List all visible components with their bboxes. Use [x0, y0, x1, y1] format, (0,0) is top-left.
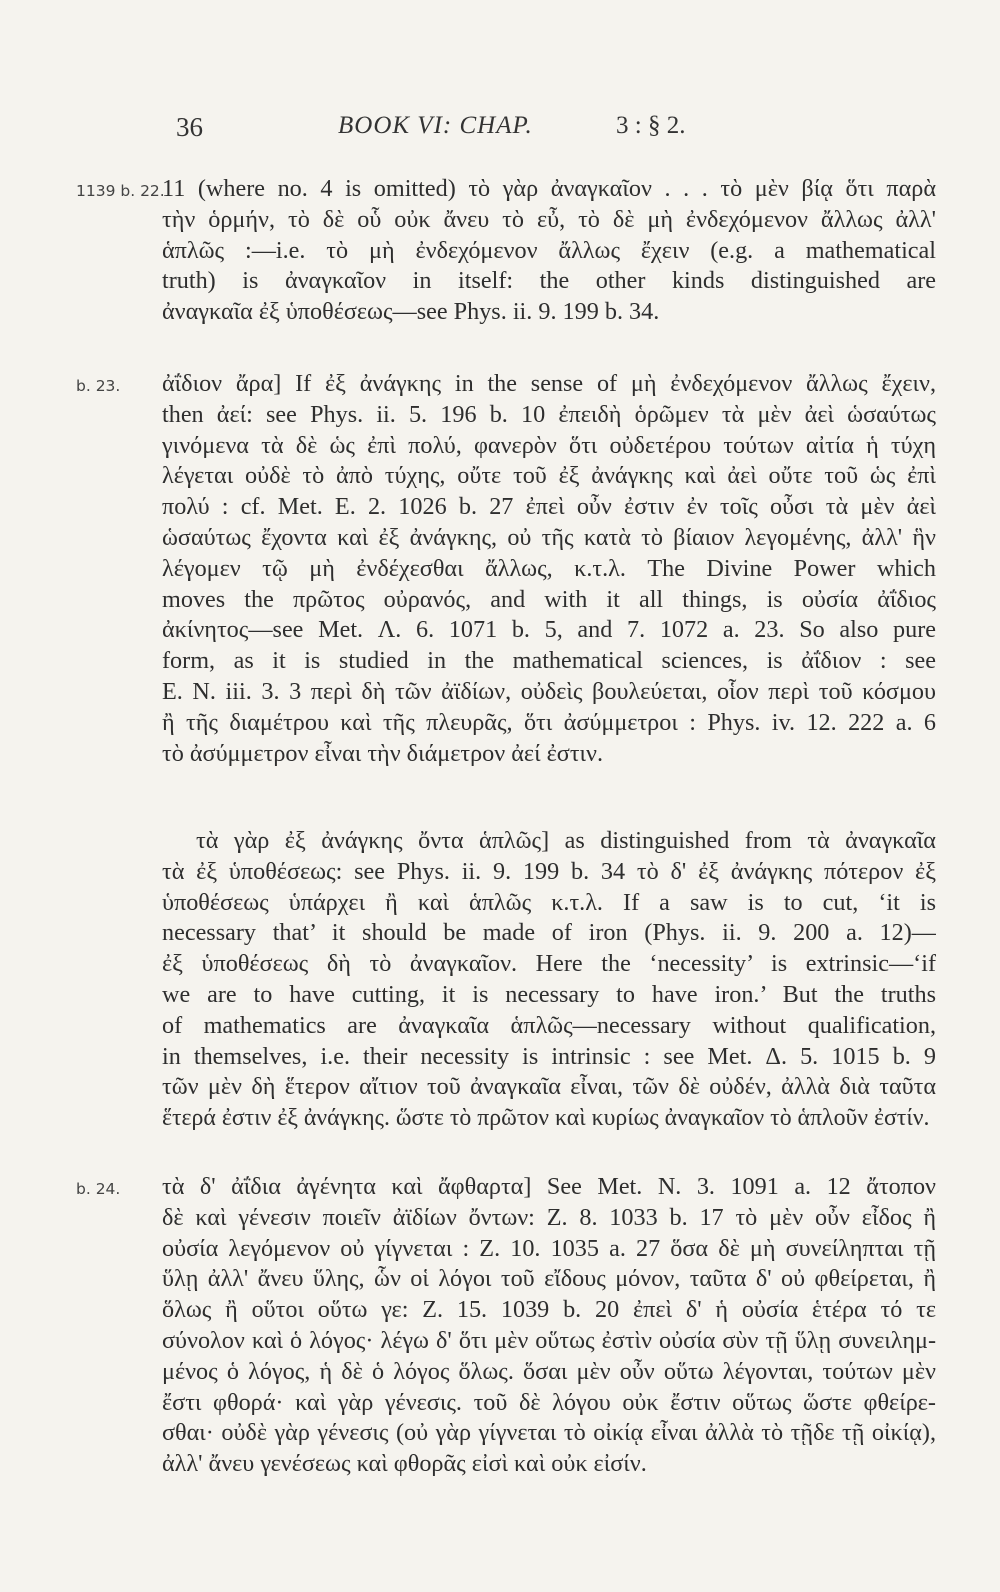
note-line: τὰ δ' ἀΐδια ἀγένητα καὶ ἄφθαρτα] See Met. N. 3. 1091 a. 12 ἄτοπον — [162, 1173, 936, 1200]
commentary-note — [162, 826, 936, 1134]
note-line: ἁπλῶς :—i.e. τὸ μὴ ἐνδεχόμενον ἄλλως ἔχειν (e.g. a mathematical — [162, 236, 936, 264]
note-line: ὑποθέσεως ὑπάρχει ἢ καὶ ἁπλῶς κ.τ.λ. If a saw is to cut, ‘it is — [162, 888, 936, 916]
note-line: μένος ὁ λόγος, ἡ δὲ ὁ λόγος ὅλως. ὅσαι μὲν οὖν οὕτω λέγονται, τούτων μὲν — [162, 1357, 936, 1385]
line-reference: b. 23. — [76, 377, 121, 395]
note-line: λέγεται οὐδὲ τὸ ἀπὸ τύχης, οὔτε τοῦ ἐξ ἀνάγκης καὶ ἀεὶ οὔτε τοῦ ὡς ἐπὶ — [162, 462, 936, 490]
line-reference: 1139 b. 22. — [76, 182, 165, 200]
note-line: τὴν ὁρμήν, τὸ δὲ οὗ οὐκ ἄνευ τὸ εὖ, τὸ δὲ μὴ ἐνδεχόμενον ἄλλως ἀλλ' — [162, 205, 936, 233]
note-line: ὕλῃ ἀλλ' ἄνευ ὕλης, ὧν οἱ λόγοι τοῦ εἴδους μόνον, ταῦτα δ' οὐ φθείρεται, ἢ — [162, 1265, 936, 1293]
note-line: truth) is ἀναγκαῖον in itself: the other kinds distinguished are — [162, 267, 936, 295]
running-head-chapter: 3 : § 2. — [616, 112, 686, 139]
note-line: γινόμενα τὰ δὲ ὡς ἐπὶ πολύ, φανερὸν ὅτι οὐδετέρου τούτων αἰτία ἡ τύχη — [162, 431, 936, 459]
note-line: ἀκίνητος—see Met. Λ. 6. 1071 b. 5, and 7. 1072 a. 23. So also pure — [162, 616, 936, 644]
note-line: in themselves, i.e. their necessity is intrinsic : see Met. Δ. 5. 1015 b. 9 — [162, 1042, 936, 1070]
note-line: ἀλλ' ἄνευ γενέσεως καὶ φθορᾶς εἰσὶ καὶ οὐκ εἰσίν. — [162, 1450, 647, 1478]
note-line: then ἀεί: see Phys. ii. 5. 196 b. 10 ἐπειδὴ ὁρῶμεν τὰ μὲν ἀεὶ ὡσαύτως — [162, 400, 936, 428]
note-line: form, as it is studied in the mathematical sciences, is ἀΐδιον : see — [162, 647, 936, 675]
note-line: ὅλως ἢ οὕτοι οὕτω γε: Z. 15. 1039 b. 20 ἐπεὶ δ' ἡ οὐσία ἑτέρα τό τε — [162, 1296, 936, 1324]
note-line: τὸ ἀσύμμετρον εἶναι τὴν διάμετρον ἀεί ἐστιν. — [162, 739, 604, 767]
note-line: δὲ καὶ γένεσιν ποιεῖν ἀϊδίων ὄντων: Z. 8. 1033 b. 17 τὸ μὲν οὖν εἶδος ἢ — [162, 1203, 936, 1231]
page-number: 36 — [176, 112, 203, 142]
commentary-note — [76, 1172, 936, 1480]
note-line: ἔστι φθορά· καὶ γὰρ γένεσις. τοῦ δὲ λόγου οὐκ ἔστιν οὕτως ὥστε φθείρε- — [162, 1388, 936, 1416]
line-reference: b. 24. — [76, 1180, 121, 1198]
note-line: of mathematics are ἀναγκαῖα ἁπλῶς—necessary without qualification, — [162, 1011, 936, 1039]
note-line: λέγομεν τῷ μὴ ἐνδέχεσθαι ἄλλως, κ.τ.λ. The Divine Power which — [162, 554, 936, 582]
note-line: σθαι· οὐδὲ γὰρ γένεσις (οὐ γὰρ γίγνεται τὸ οἰκίᾳ εἶναι ἀλλὰ τὸ τῇδε τῇ οἰκίᾳ), — [162, 1419, 936, 1447]
note-line: σύνολον καὶ ὁ λόγος· λέγω δ' ὅτι μὲν οὕτως ἐστὶν οὐσία σὺν τῇ ὕλῃ συνειλημ- — [162, 1326, 936, 1354]
note-line: ἀναγκαῖα ἐξ ὑποθέσεως—see Phys. ii. 9. 199 b. 34. — [162, 298, 660, 326]
note-line: necessary that’ it should be made of iron (Phys. ii. 9. 200 a. 12)— — [162, 919, 936, 947]
note-line: πολύ : cf. Met. E. 2. 1026 b. 27 ἐπεὶ οὖν ἐστιν ἐν τοῖς οὖσι τὰ μὲν ἀεὶ — [162, 493, 936, 521]
note-line: τὰ ἐξ ὑποθέσεως: see Phys. ii. 9. 199 b. 34 τὸ δ' ἐξ ἀνάγκης πότερον ἐξ — [162, 857, 936, 885]
commentary-note — [76, 174, 936, 328]
note-line: we are to have cutting, it is necessary to have iron.’ But the truths — [162, 980, 936, 1008]
note-line: moves the πρῶτος οὐρανός, and with it all things, is οὐσία ἀΐδιος — [162, 585, 936, 613]
note-line: ἐξ ὑποθέσεως δὴ τὸ ἀναγκαῖον. Here the ‘necessity’ is extrinsic—‘if — [162, 950, 936, 978]
note-line: οὐσία λεγόμενον οὐ γίγνεται : Z. 10. 1035 a. 27 ὅσα δὲ μὴ συνείληπται τῇ — [162, 1234, 936, 1262]
note-line: ἢ τῆς διαμέτρου καὶ τῆς πλευρᾶς, ὅτι ἀσύμμετροι : Phys. iv. 12. 222 a. 6 — [162, 708, 936, 736]
note-line: ἀΐδιον ἄρα] If ἐξ ἀνάγκης in the sense of μὴ ἐνδεχόμενον ἄλλως ἔχειν, — [162, 370, 936, 397]
running-head-title: BOOK VI: CHAP. — [338, 112, 533, 139]
note-line: τῶν μὲν δὴ ἕτερον αἴτιον τοῦ ἀναγκαῖα εἶναι, τῶν δὲ οὐδέν, ἀλλὰ διὰ ταῦτα — [162, 1073, 936, 1101]
note-line: τὰ γὰρ ἐξ ἀνάγκης ὄντα ἁπλῶς] as distinguished from τὰ ἀναγκαῖα — [196, 827, 936, 854]
note-line: ὡσαύτως ἔχοντα καὶ ἐξ ἀνάγκης, οὐ τῆς κατὰ τὸ βίαιον λεγομένης, ἀλλ' ἣν — [162, 523, 936, 551]
commentary-note — [76, 369, 936, 769]
note-line: E. N. iii. 3. 3 περὶ δὴ τῶν ἀϊδίων, οὐδεὶς βουλεύεται, οἷον περὶ τοῦ κόσμου — [162, 677, 936, 705]
note-line: 11 (where no. 4 is omitted) τὸ γὰρ ἀναγκαῖον . . . τὸ μὲν βίᾳ ὅτι παρὰ — [162, 175, 936, 202]
note-line: ἕτερά ἐστιν ἐξ ἀνάγκης. ὥστε τὸ πρῶτον καὶ κυρίως ἀναγκαῖον τὸ ἁπλοῦν ἐστίν. — [162, 1105, 930, 1132]
running-head — [0, 112, 1000, 152]
